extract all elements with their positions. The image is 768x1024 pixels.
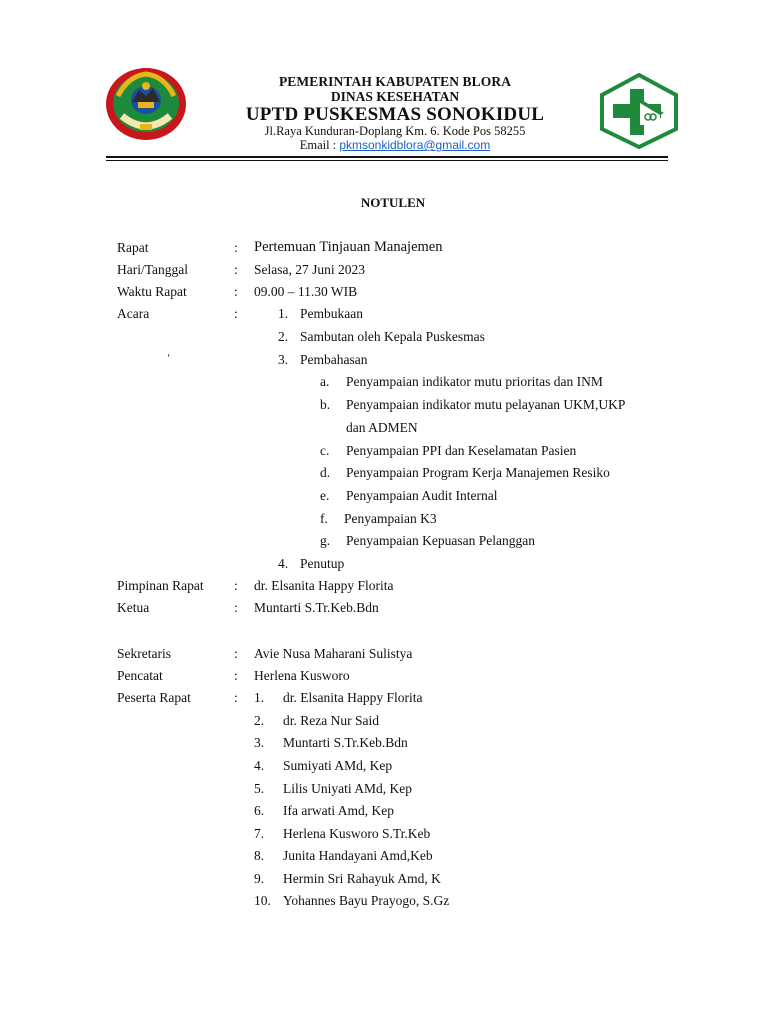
participant-name: dr. Elsanita Happy Florita bbox=[283, 690, 423, 705]
participant-number: 4. bbox=[254, 758, 265, 773]
participant-name: dr. Reza Nur Said bbox=[283, 713, 379, 728]
subitem-text: Penyampaian Program Kerja Manajemen Resiko bbox=[346, 465, 610, 480]
field-value-ketua: Muntarti S.Tr.Keb.Bdn bbox=[254, 600, 379, 615]
participant-name: Muntarti S.Tr.Keb.Bdn bbox=[283, 735, 408, 750]
participant-number: 10. bbox=[254, 893, 271, 908]
field-label-rapat: Rapat bbox=[117, 240, 149, 255]
email-link[interactable]: pkmsonkidblora@gmail.com bbox=[339, 138, 491, 152]
participant-number: 8. bbox=[254, 848, 265, 863]
participant-number: 7. bbox=[254, 826, 265, 841]
agenda-item: Pembahasan bbox=[300, 352, 368, 367]
field-colon: : bbox=[234, 690, 238, 705]
subitem-letter: e. bbox=[320, 488, 330, 503]
field-colon: : bbox=[234, 578, 238, 593]
field-label-peserta: Peserta Rapat bbox=[117, 690, 191, 705]
agenda-item: Sambutan oleh Kepala Puskesmas bbox=[300, 329, 485, 344]
letterhead-address: Jl.Raya Kunduran-Doplang Km. 6. Kode Pos 58255 bbox=[264, 124, 526, 138]
subitem-letter: a. bbox=[320, 374, 330, 389]
participant-name: Herlena Kusworo S.Tr.Keb bbox=[283, 826, 431, 841]
participant-number: 9. bbox=[254, 871, 265, 886]
agenda-item: Penutup bbox=[300, 556, 345, 571]
participant-name: Junita Handayani Amd,Keb bbox=[283, 848, 433, 863]
field-label-pencatat: Pencatat bbox=[117, 668, 163, 683]
subitem-letter: d. bbox=[320, 465, 331, 480]
subitem-text: Penyampaian PPI dan Keselamatan Pasien bbox=[346, 443, 577, 458]
field-value-pencatat: Herlena Kusworo bbox=[254, 668, 350, 683]
participant-number: 5. bbox=[254, 781, 265, 796]
subitem-text: Penyampaian K3 bbox=[344, 511, 437, 526]
agenda-number: 2. bbox=[278, 329, 289, 344]
participant-name: Yohannes Bayu Prayogo, S.Gz bbox=[283, 893, 450, 908]
field-colon: : bbox=[234, 284, 238, 299]
field-value-rapat: Pertemuan Tinjauan Manajemen bbox=[254, 239, 443, 255]
subitem-letter: b. bbox=[320, 397, 331, 412]
field-colon: : bbox=[234, 306, 238, 321]
field-value-sekretaris: Avie Nusa Maharani Sulistya bbox=[254, 646, 413, 661]
letterhead-institution: UPTD PUSKESMAS SONOKIDUL bbox=[245, 104, 545, 125]
subitem-text: Penyampaian indikator mutu pelayanan UKM,UKP bbox=[346, 397, 626, 412]
field-value-hari: Selasa, 27 Juni 2023 bbox=[254, 262, 365, 277]
field-colon: : bbox=[234, 646, 238, 661]
participant-name: Sumiyati AMd, Kep bbox=[283, 758, 393, 773]
stray-mark: ‘ bbox=[167, 353, 171, 364]
participant-name: Ifa arwati Amd, Kep bbox=[283, 803, 394, 818]
subitem-text: Penyampaian indikator mutu prioritas dan INM bbox=[346, 374, 603, 389]
participant-number: 1. bbox=[254, 690, 265, 705]
email-label: Email : bbox=[299, 138, 340, 152]
subitem-letter: f. bbox=[320, 511, 328, 526]
field-label-sekretaris: Sekretaris bbox=[117, 646, 171, 661]
agenda-number: 1. bbox=[278, 306, 289, 321]
participant-name: Hermin Sri Rahayuk Amd, K bbox=[283, 871, 441, 886]
letterhead-department: DINAS KESEHATAN bbox=[330, 89, 460, 104]
field-colon: : bbox=[234, 262, 238, 277]
field-label-ketua: Ketua bbox=[117, 600, 150, 615]
field-label-waktu: Waktu Rapat bbox=[117, 284, 187, 299]
subitem-letter: c. bbox=[320, 443, 330, 458]
field-colon: : bbox=[234, 668, 238, 683]
participant-number: 3. bbox=[254, 735, 265, 750]
field-value-pimpinan: dr. Elsanita Happy Florita bbox=[254, 578, 394, 593]
field-value-waktu: 09.00 – 11.30 WIB bbox=[254, 284, 358, 299]
agenda-item: Pembukaan bbox=[300, 306, 363, 321]
agenda-number: 4. bbox=[278, 556, 289, 571]
field-colon: : bbox=[234, 240, 238, 255]
document-title: NOTULEN bbox=[360, 195, 426, 210]
participant-name: Lilis Uniyati AMd, Kep bbox=[283, 781, 412, 796]
agenda-number: 3. bbox=[278, 352, 289, 367]
field-label-acara: Acara bbox=[117, 306, 150, 321]
letterhead-email-line bbox=[0, 138, 768, 153]
subitem-letter: g. bbox=[320, 533, 331, 548]
letterhead-divider-thin bbox=[106, 160, 668, 161]
subitem-text-continued: dan ADMEN bbox=[346, 420, 418, 435]
field-colon: : bbox=[234, 600, 238, 615]
letterhead-divider-thick bbox=[106, 156, 668, 158]
letterhead-government: PEMERINTAH KABUPATEN BLORA bbox=[278, 74, 512, 89]
field-label-pimpinan: Pimpinan Rapat bbox=[117, 578, 204, 593]
subitem-text: Penyampaian Kepuasan Pelanggan bbox=[346, 533, 535, 548]
subitem-text: Penyampaian Audit Internal bbox=[346, 488, 498, 503]
participant-number: 6. bbox=[254, 803, 265, 818]
field-label-hari: Hari/Tanggal bbox=[117, 262, 189, 277]
participant-number: 2. bbox=[254, 713, 265, 728]
